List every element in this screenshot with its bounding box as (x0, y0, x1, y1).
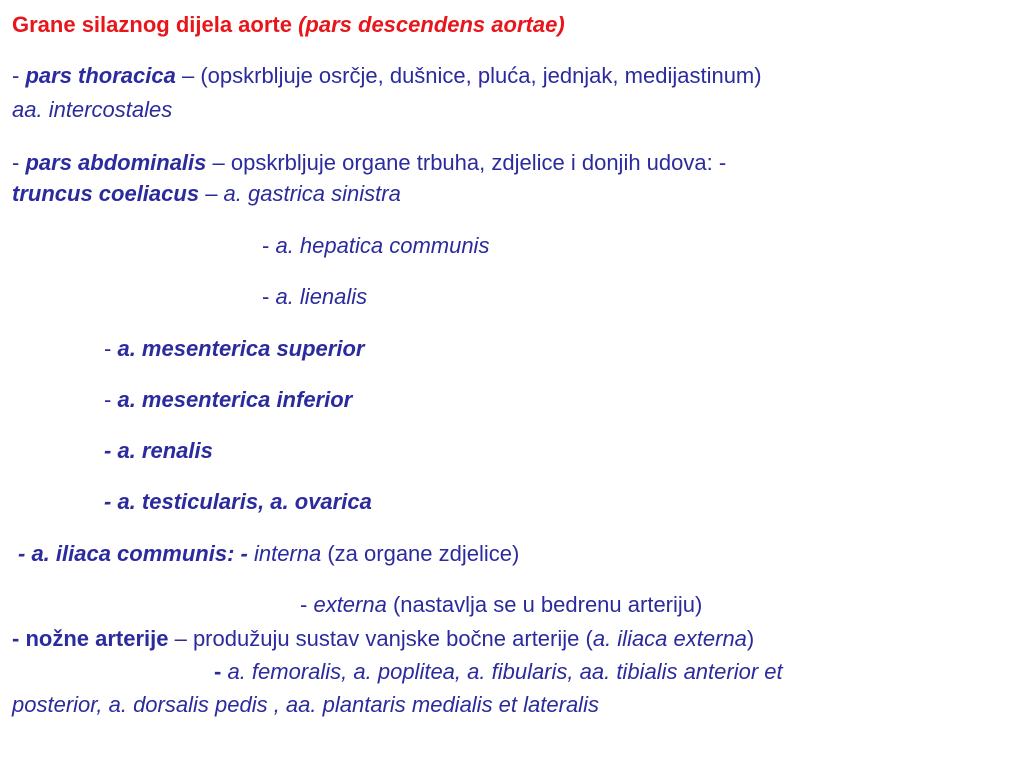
truncus-sep: – (199, 181, 224, 206)
thoracica-term: pars thoracica (25, 63, 176, 88)
legs-close: ) (746, 626, 755, 651)
abdominalis-desc: – opskrbljuje organe trbuha, zdjelice i donjih udova: - (206, 150, 727, 175)
heading-main: Grane silaznog dijela aorte (12, 12, 299, 37)
externa-dash: - (300, 592, 314, 617)
legs-term: - nožne arterije (12, 626, 169, 651)
truncus-term: truncus coeliacus (12, 181, 200, 206)
externa-line (300, 592, 702, 618)
externa-desc: (nastavlja se u bedrenu arteriju) (386, 592, 703, 617)
testicularis-branch: - a. testicularis, a. ovarica (104, 489, 372, 514)
mes-sup-line (104, 336, 364, 362)
iliaca-term: - a. iliaca communis: - (18, 541, 254, 566)
legs-list-line1 (214, 659, 783, 685)
thoracica-branch: aa. intercostales (12, 97, 173, 122)
hepatica-line (262, 233, 489, 259)
heading (12, 12, 565, 38)
externa-branch: externa (313, 592, 387, 617)
lienalis-line (262, 284, 367, 310)
truncus-line (12, 181, 401, 207)
thoracica-line (12, 63, 762, 89)
legs-list-2: posterior, a. dorsalis pedis , aa. plantaris medialis et lateralis (12, 692, 599, 717)
legs-desc: – produžuju sustav vanjske bočne arterije ( (168, 626, 593, 651)
mes-inf-line (104, 387, 352, 413)
hepatica-dash: - (262, 233, 276, 258)
interna-desc: (za organe zdjelice) (321, 541, 520, 566)
mes-inf-branch: a. mesenterica inferior (117, 387, 353, 412)
legs-line (12, 626, 754, 652)
gastrica-branch: a. gastrica sinistra (223, 181, 401, 206)
mes-inf-dash: - (104, 387, 118, 412)
interna-branch: interna (253, 541, 322, 566)
heading-latin: (pars descendens aortae) (298, 12, 565, 37)
legs-list-1: a. femoralis, a. poplitea, a. fibularis, aa. tibialis anterior et (227, 659, 783, 684)
mes-sup-dash: - (104, 336, 118, 361)
thoracica-desc: – (opskrbljuje osrčje, dušnice, pluća, jednjak, medijastinum) (175, 63, 762, 88)
abdominalis-dash: - (12, 150, 26, 175)
lienalis-branch: a. lienalis (275, 284, 368, 309)
lienalis-dash: - (262, 284, 276, 309)
legs-ref: a. iliaca externa (592, 626, 747, 651)
iliaca-line (18, 541, 519, 567)
mes-sup-branch: a. mesenterica superior (117, 336, 365, 361)
thoracica-dash: - (12, 63, 26, 88)
legs-list-dash: - (214, 659, 228, 684)
abdominalis-line (12, 150, 726, 176)
renalis-branch: - a. renalis (104, 438, 213, 463)
hepatica-branch: a. hepatica communis (275, 233, 490, 258)
abdominalis-term: pars abdominalis (25, 150, 207, 175)
